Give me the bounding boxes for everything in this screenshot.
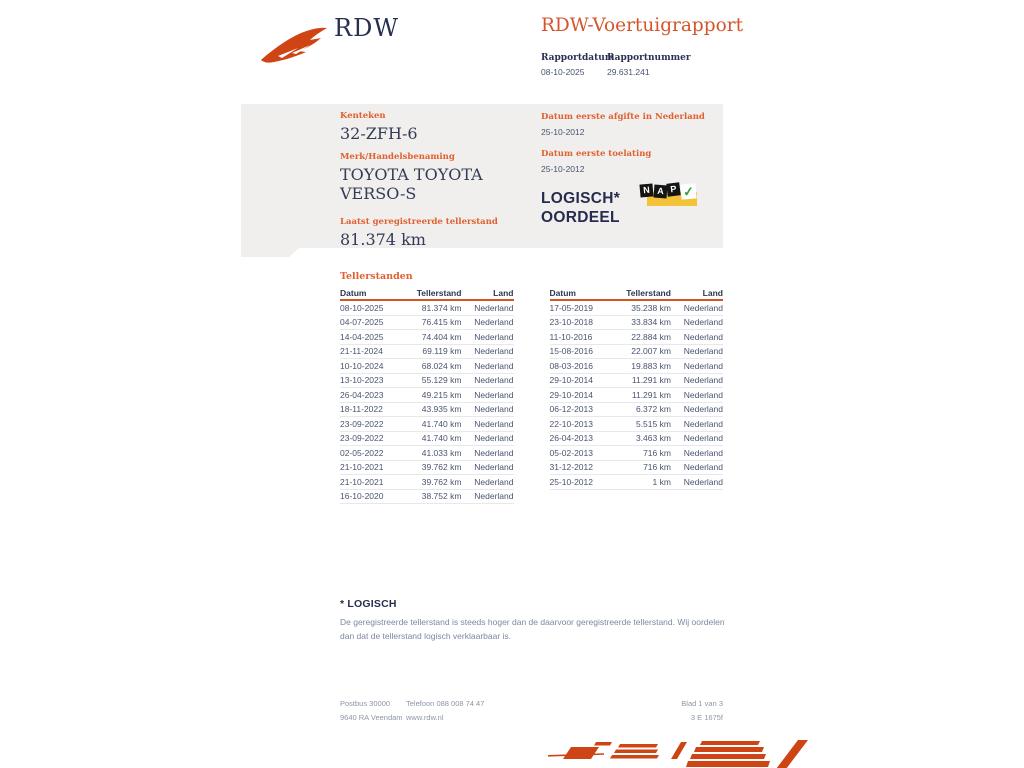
toelating-value: 25-10-2012 bbox=[541, 164, 585, 174]
cell-tellerstand: 1 km bbox=[652, 476, 671, 487]
table-row bbox=[340, 345, 514, 360]
footnote-title: * LOGISCH bbox=[340, 598, 397, 610]
table-row bbox=[550, 417, 724, 432]
kenteken-value: 32-ZFH-6 bbox=[340, 124, 418, 143]
cell-datum: 14-04-2025 bbox=[340, 331, 384, 342]
table-header-row bbox=[340, 287, 514, 301]
table-row bbox=[550, 345, 724, 360]
tellerstanden-table-left bbox=[340, 287, 514, 504]
cell-tellerstand: 41.740 km bbox=[421, 433, 462, 444]
cell-land: Nederland bbox=[474, 302, 514, 313]
cell-land: Nederland bbox=[683, 302, 723, 313]
table-row bbox=[550, 403, 724, 418]
table-row bbox=[340, 403, 514, 418]
cell-datum: 26-04-2013 bbox=[549, 433, 593, 444]
cell-datum: 17-05-2019 bbox=[549, 302, 593, 313]
cell-land: Nederland bbox=[683, 404, 723, 415]
cell-tellerstand: 19.883 km bbox=[631, 360, 671, 371]
column-header-datum: Datum bbox=[340, 288, 367, 298]
nap-letter-p: P bbox=[666, 182, 680, 196]
afgifte-label: Datum eerste afgifte in Nederland bbox=[541, 112, 705, 122]
footer-postbus: Postbus 30000 bbox=[340, 699, 391, 708]
cell-land: Nederland bbox=[474, 331, 514, 342]
table-row bbox=[340, 330, 514, 345]
kenteken-label: Kenteken bbox=[340, 111, 386, 121]
cell-tellerstand: 69.119 km bbox=[422, 346, 462, 357]
cell-land: Nederland bbox=[474, 375, 514, 386]
cell-datum: 08-10-2025 bbox=[340, 302, 384, 313]
report-date-label: Rapportdatum bbox=[541, 53, 615, 63]
report-number-label: Rapportnummer bbox=[607, 53, 691, 63]
cell-tellerstand: 81.374 km bbox=[421, 302, 462, 313]
cell-tellerstand: 39.762 km bbox=[421, 476, 462, 487]
cell-tellerstand: 49.215 km bbox=[421, 389, 462, 400]
table-row bbox=[550, 475, 724, 490]
table-row bbox=[340, 461, 514, 476]
footer-city: 9640 RA Veendam bbox=[340, 713, 403, 722]
report-number-block bbox=[607, 53, 691, 77]
cell-datum: 22-10-2013 bbox=[549, 418, 593, 429]
cell-tellerstand: 43.935 km bbox=[421, 404, 462, 415]
cell-datum: 02-05-2022 bbox=[340, 447, 384, 458]
cell-datum: 21-10-2021 bbox=[340, 476, 384, 487]
cell-tellerstand: 39.762 km bbox=[421, 462, 462, 473]
cell-datum: 11-10-2016 bbox=[549, 331, 593, 342]
column-header-tellerstand: Tellerstand bbox=[626, 288, 671, 298]
table-row bbox=[340, 316, 514, 331]
report-date-value: 08-10-2025 bbox=[541, 67, 585, 77]
rdw-logo-text: RDW bbox=[334, 14, 399, 42]
footer-form-code: 3 E 1675f bbox=[690, 713, 723, 722]
tellerstanden-table-right bbox=[550, 287, 724, 504]
cell-land: Nederland bbox=[683, 360, 723, 371]
cell-tellerstand: 76.415 km bbox=[421, 317, 462, 328]
cell-tellerstand: 41.740 km bbox=[421, 418, 462, 429]
table-row bbox=[340, 388, 514, 403]
footer-contact-column bbox=[406, 697, 681, 725]
cell-tellerstand: 35.238 km bbox=[631, 302, 671, 313]
cell-tellerstand: 11.291 km bbox=[631, 375, 671, 386]
footer-website-link[interactable]: www.rdw.nl bbox=[406, 713, 444, 722]
cell-datum: 23-10-2018 bbox=[549, 317, 593, 328]
table-row bbox=[550, 316, 724, 331]
cell-datum: 16-10-2020 bbox=[340, 491, 384, 502]
footer-page-indicator: Blad 1 van 3 bbox=[681, 699, 723, 708]
footnote-body: De geregistreerde tellerstand is steeds hoger dan de daarvoor geregistreerde tellerstand. Wij oordelen dan dat de tellerstand logisch verklaarbaar is. bbox=[340, 617, 725, 641]
cell-datum: 06-12-2013 bbox=[549, 404, 593, 415]
cell-land: Nederland bbox=[474, 462, 514, 473]
cell-datum: 31-12-2012 bbox=[549, 462, 593, 473]
cell-land: Nederland bbox=[474, 447, 514, 458]
cell-datum: 26-04-2023 bbox=[340, 389, 384, 400]
table-header-row bbox=[550, 287, 724, 301]
table-row bbox=[340, 446, 514, 461]
cell-datum: 23-09-2022 bbox=[340, 433, 384, 444]
cell-land: Nederland bbox=[474, 360, 514, 371]
cell-datum: 08-03-2016 bbox=[549, 360, 593, 371]
cell-tellerstand: 5.515 km bbox=[635, 418, 671, 429]
cell-land: Nederland bbox=[683, 346, 723, 357]
cell-datum: 23-09-2022 bbox=[340, 418, 384, 429]
table-row bbox=[340, 490, 514, 505]
page-footer bbox=[340, 697, 723, 725]
table-row bbox=[340, 432, 514, 447]
footer-phone: Telefoon 088 008 74 47 bbox=[406, 699, 485, 708]
cell-land: Nederland bbox=[474, 476, 514, 487]
table-row bbox=[550, 374, 724, 389]
cell-datum: 15-08-2016 bbox=[549, 346, 593, 357]
cell-land: Nederland bbox=[474, 389, 514, 400]
column-header-land: Land bbox=[702, 288, 723, 298]
cell-land: Nederland bbox=[683, 418, 723, 429]
cell-land: Nederland bbox=[683, 433, 723, 444]
oordeel-line1: LOGISCH* bbox=[541, 190, 621, 207]
cell-land: Nederland bbox=[474, 346, 514, 357]
cell-datum: 05-02-2013 bbox=[549, 447, 593, 458]
cell-tellerstand: 716 km bbox=[643, 462, 671, 473]
column-header-datum: Datum bbox=[549, 288, 576, 298]
cell-datum: 10-10-2024 bbox=[340, 360, 384, 371]
cell-tellerstand: 55.129 km bbox=[421, 375, 462, 386]
cell-tellerstand: 41.033 km bbox=[421, 447, 462, 458]
cell-datum: 13-10-2023 bbox=[340, 375, 384, 386]
cell-datum: 18-11-2022 bbox=[340, 404, 383, 415]
cell-land: Nederland bbox=[474, 418, 514, 429]
tellerstanden-tables bbox=[340, 287, 723, 504]
table-row bbox=[550, 330, 724, 345]
table-row bbox=[550, 432, 724, 447]
cell-land: Nederland bbox=[683, 476, 723, 487]
tellerstand-value: 81.374 km bbox=[340, 230, 426, 249]
rdw-wing-fragment-graphic bbox=[546, 738, 814, 768]
table-row bbox=[550, 359, 724, 374]
table-row bbox=[550, 461, 724, 476]
nap-letter-n: N bbox=[639, 183, 653, 197]
table-row bbox=[550, 301, 724, 316]
cell-datum: 21-10-2021 bbox=[340, 462, 384, 473]
oordeel-line2: OORDEEL bbox=[541, 209, 620, 226]
nap-check-icon: ✓ bbox=[680, 183, 696, 199]
logisch-footnote bbox=[340, 598, 726, 643]
cell-tellerstand: 11.291 km bbox=[631, 389, 671, 400]
merk-value: TOYOTA TOYOTA VERSO-S bbox=[340, 165, 483, 203]
cell-tellerstand: 716 km bbox=[643, 447, 671, 458]
afgifte-value: 25-10-2012 bbox=[541, 127, 585, 137]
tellerstanden-title: Tellerstanden bbox=[340, 271, 413, 282]
cell-tellerstand: 22.884 km bbox=[631, 331, 671, 342]
cell-tellerstand: 74.404 km bbox=[421, 331, 462, 342]
table-row bbox=[550, 388, 724, 403]
cell-land: Nederland bbox=[683, 375, 723, 386]
vehicle-box-left-column bbox=[340, 111, 525, 249]
tellerstand-label: Laatst geregistreerde tellerstand bbox=[340, 217, 498, 227]
cell-datum: 29-10-2014 bbox=[549, 375, 593, 386]
cell-datum: 21-11-2024 bbox=[340, 346, 383, 357]
cell-datum: 25-10-2012 bbox=[549, 476, 593, 487]
cell-land: Nederland bbox=[683, 462, 723, 473]
rdw-wing-logo-icon bbox=[258, 20, 334, 68]
cell-land: Nederland bbox=[474, 433, 514, 444]
footer-address-column bbox=[340, 697, 406, 725]
footer-right-column bbox=[681, 697, 723, 725]
report-meta bbox=[541, 53, 691, 77]
cell-land: Nederland bbox=[474, 317, 514, 328]
cell-land: Nederland bbox=[683, 447, 723, 458]
cell-land: Nederland bbox=[474, 491, 514, 502]
table-row bbox=[340, 475, 514, 490]
table-row bbox=[340, 359, 514, 374]
merk-label: Merk/Handelsbenaming bbox=[340, 152, 455, 162]
table-row bbox=[550, 446, 724, 461]
nap-logo-icon bbox=[640, 183, 700, 213]
nap-letter-a: A bbox=[654, 185, 668, 199]
toelating-label: Datum eerste toelating bbox=[541, 149, 652, 159]
report-date-block bbox=[541, 53, 615, 77]
column-header-land: Land bbox=[493, 288, 514, 298]
cell-tellerstand: 38.752 km bbox=[421, 491, 462, 502]
cell-tellerstand: 33.834 km bbox=[631, 317, 671, 328]
cell-land: Nederland bbox=[683, 389, 723, 400]
report-number-value: 29.631.241 bbox=[607, 67, 650, 77]
column-header-tellerstand: Tellerstand bbox=[416, 288, 462, 298]
table-row bbox=[340, 374, 514, 389]
cell-tellerstand: 6.372 km bbox=[635, 404, 671, 415]
page-title: RDW-Voertuigrapport bbox=[541, 15, 744, 36]
cell-land: Nederland bbox=[683, 331, 723, 342]
cell-land: Nederland bbox=[683, 317, 723, 328]
table-row bbox=[340, 301, 514, 316]
cell-tellerstand: 68.024 km bbox=[421, 360, 462, 371]
cell-datum: 04-07-2025 bbox=[340, 317, 384, 328]
cell-land: Nederland bbox=[474, 404, 514, 415]
cell-tellerstand: 22.007 km bbox=[631, 346, 671, 357]
cell-tellerstand: 3.463 km bbox=[635, 433, 671, 444]
cell-datum: 29-10-2014 bbox=[549, 389, 593, 400]
vehicle-summary-box bbox=[241, 104, 723, 248]
table-row bbox=[340, 417, 514, 432]
